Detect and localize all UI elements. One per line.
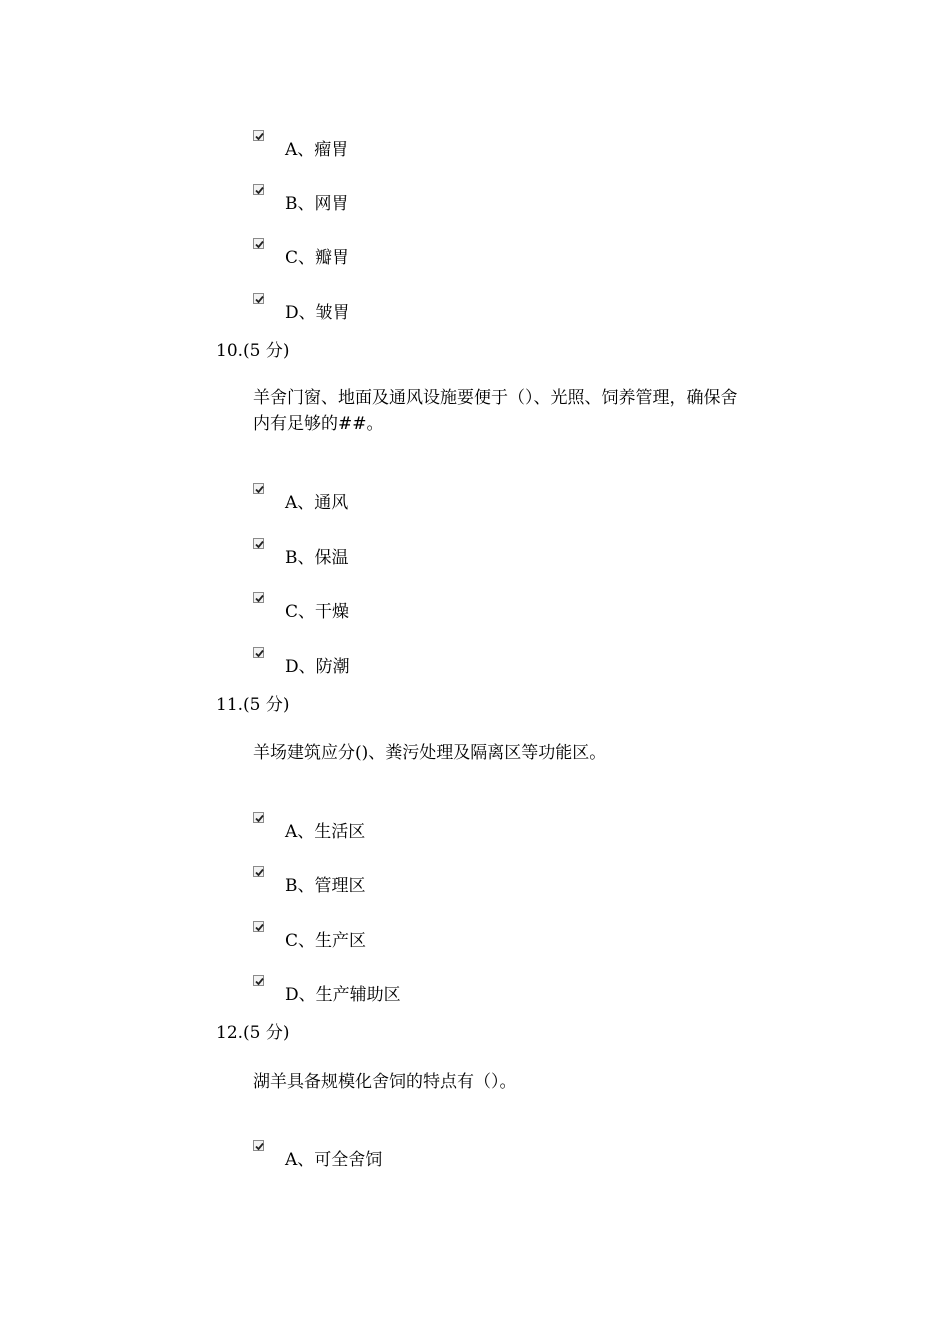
checkbox-checked-icon[interactable] [253,812,264,823]
question-number: 12.(5 分) [216,1023,290,1043]
question-number: 11.(5 分) [216,695,290,715]
option-label: D、皱胃 [285,303,350,323]
checkbox-checked-icon[interactable] [253,538,264,549]
checkbox-checked-icon[interactable] [253,1140,264,1151]
checkbox-checked-icon[interactable] [253,184,264,195]
option-label: A、生活区 [285,822,366,842]
checkbox-checked-icon[interactable] [253,130,264,141]
question-number: 10.(5 分) [216,341,290,361]
option-label: C、瓣胃 [285,248,350,268]
option-label: B、网胃 [285,194,349,214]
checkbox-checked-icon[interactable] [253,647,264,658]
checkbox-checked-icon[interactable] [253,592,264,603]
question-stem-line: 羊舍门窗、地面及通风设施要便于（）、光照、饲养管理，确保舍 [253,388,738,408]
option-label: A、通风 [285,493,349,513]
option-label: C、生产区 [285,931,367,951]
question-stem-line: 内有足够的##。 [253,414,384,434]
option-label: D、防潮 [285,657,350,677]
option-label: C、干燥 [285,602,350,622]
question-stem: 湖羊具备规模化舍饲的特点有（）。 [253,1072,517,1092]
option-label: A、瘤胃 [285,140,349,160]
checkbox-checked-icon[interactable] [253,293,264,304]
option-label: B、管理区 [285,876,366,896]
checkbox-checked-icon[interactable] [253,238,264,249]
checkbox-checked-icon[interactable] [253,866,264,877]
option-label: D、生产辅助区 [285,985,401,1005]
checkbox-checked-icon[interactable] [253,975,264,986]
checkbox-checked-icon[interactable] [253,483,264,494]
option-label: B、保温 [285,548,349,568]
question-stem [253,385,823,437]
question-stem: 羊场建筑应分()、粪污处理及隔离区等功能区。 [253,743,607,763]
checkbox-checked-icon[interactable] [253,921,264,932]
option-label: A、可全舍饲 [285,1150,383,1170]
